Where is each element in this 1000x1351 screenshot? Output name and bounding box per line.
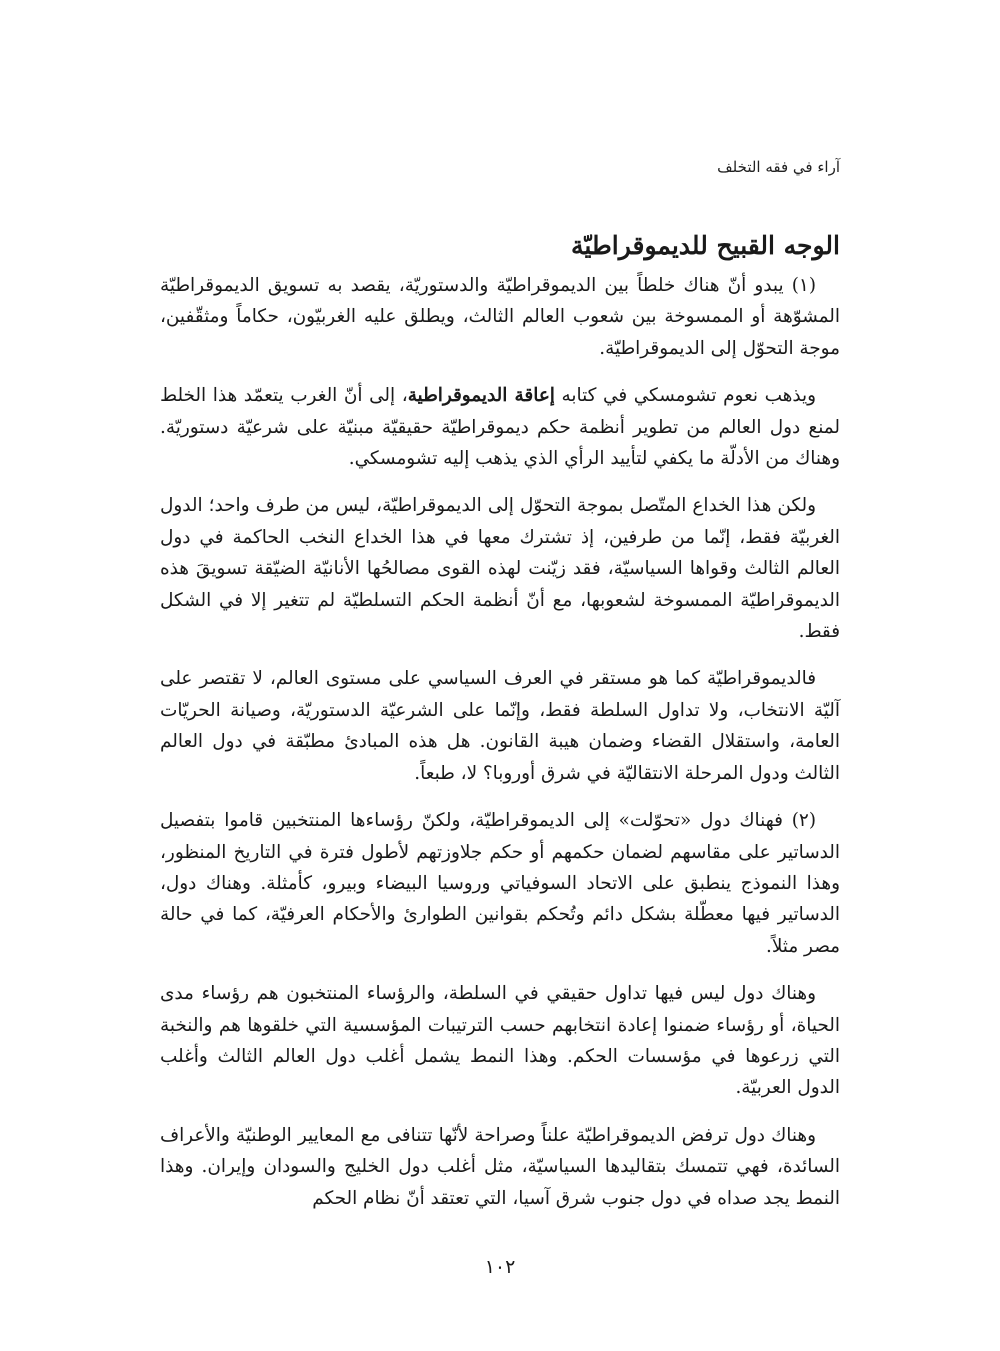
paragraph-6: وهناك دول ليس فيها تداول حقيقي في السلطة، والرؤساء المنتخبون هم رؤساء مدى الحياة، أو رؤساء ضمنوا إعادة انتخابهم حسب الترتيبات المؤسسية التي خلقوها هم والنخبة التي زرعوها في مؤسسات الحكم. وهذا النمط يشمل أغلب دول العالم الثالث وأغلب الدول العربيّة.	[160, 983, 840, 1099]
chapter-title: الوجه القبيح للديموقراطيّة	[570, 231, 840, 260]
paragraph-3: ولكن هذا الخداع المتّصل بموجة التحوّل إلى الديموقراطيّة، ليس من طرف واحد؛ الدول الغربيّة فقط، إنّما من طرفين، إذ تشترك معها في هذا الخداع النخب الحاكمة في دول العالم الثالث وقواها السياسيّة، فقد زيّنت لهذه القوى مصالحُها الأنانيّة الضيّقة تسويقَ هذه الديموقراطيّة الممسوخة لشعوبها، مع أنّ أنظمة الحكم التسلطيّة لم تتغير إلا في الشكل فقط.	[160, 495, 840, 643]
paragraph-1: (١) يبدو أنّ هناك خلطاً بين الديموقراطيّة والدستوريّة، يقصد به تسويق الديموقراطيّة المشوّهة أو الممسوخة بين شعوب العالم الثالث، ويطلق عليه الغربيّون، حكاماً ومثقّفين، موجة التحوّل إلى الديموقراطيّة.	[160, 275, 840, 359]
paragraph-2-lead: ويذهب نعوم تشومسكي في كتابه	[554, 385, 816, 407]
page-number: ١٠٢	[484, 1256, 516, 1278]
paragraph-4: فالديموقراطيّة كما هو مستقر في العرف السياسي على مستوى العالم، لا تقتصر على آليّة الانتخاب، ولا تداول السلطة فقط، وإنّما على الشرعيّة الدستوريّة، وصيانة الحريّات العامة، واستقلال القضاء وضمان هيبة القانون. هل هذه المبادئ مطبّقة في دول العالم الثالث ودول المرحلة الانتقاليّة في شرق أوروبا؟ لا، طبعاً.	[160, 668, 840, 784]
paragraph-7: وهناك دول ترفض الديموقراطيّة علناً وصراحة لأنّها تتنافى مع المعايير الوطنيّة والأعراف السائدة، فهي تتمسك بتقاليدها السياسيّة، مثل أغلب دول الخليج والسودان وإيران. وهذا النمط يجد صداه في دول جنوب شرق آسيا، التي تعتقد أنّ نظام الحكم	[160, 1124, 840, 1209]
paragraph-5: (٢) فهناك دول «تحوّلت» إلى الديموقراطيّة، ولكنّ رؤساءها المنتخبين قاموا بتفصيل الدساتير على مقاسهم لضمان حكمهم أو حكم جلاوزتهم لأطول فترة في التاريخ المنظور، وهذا النموذج ينطبق على الاتحاد السوفياتي وروسيا البيضاء وبيرو، كأمثلة. وهناك دول، الدساتير فيها معطّلة بشكل دائم وتُحكم بقوانين الطوارئ والأحكام العرفيّة، كما في حالة مصر مثلاً.	[160, 810, 840, 957]
body-text	[160, 270, 840, 1230]
book-title: إعاقة الديموقراطية	[407, 385, 555, 407]
paragraph-2	[160, 380, 840, 474]
paragraph-2-rest: ، إلى أنّ الغرب يتعمّد هذا الخلط لمنع دول العالم من تطوير أنظمة حكم ديموقراطيّة حقيقيّة مبنيّة على شرعيّة دستوريّة. وهناك من الأدلّة ما يكفي لتأييد الرأي الذي يذهب إليه تشومسكي.	[160, 385, 840, 470]
running-header: آراء في فقه التخلف	[717, 158, 840, 176]
